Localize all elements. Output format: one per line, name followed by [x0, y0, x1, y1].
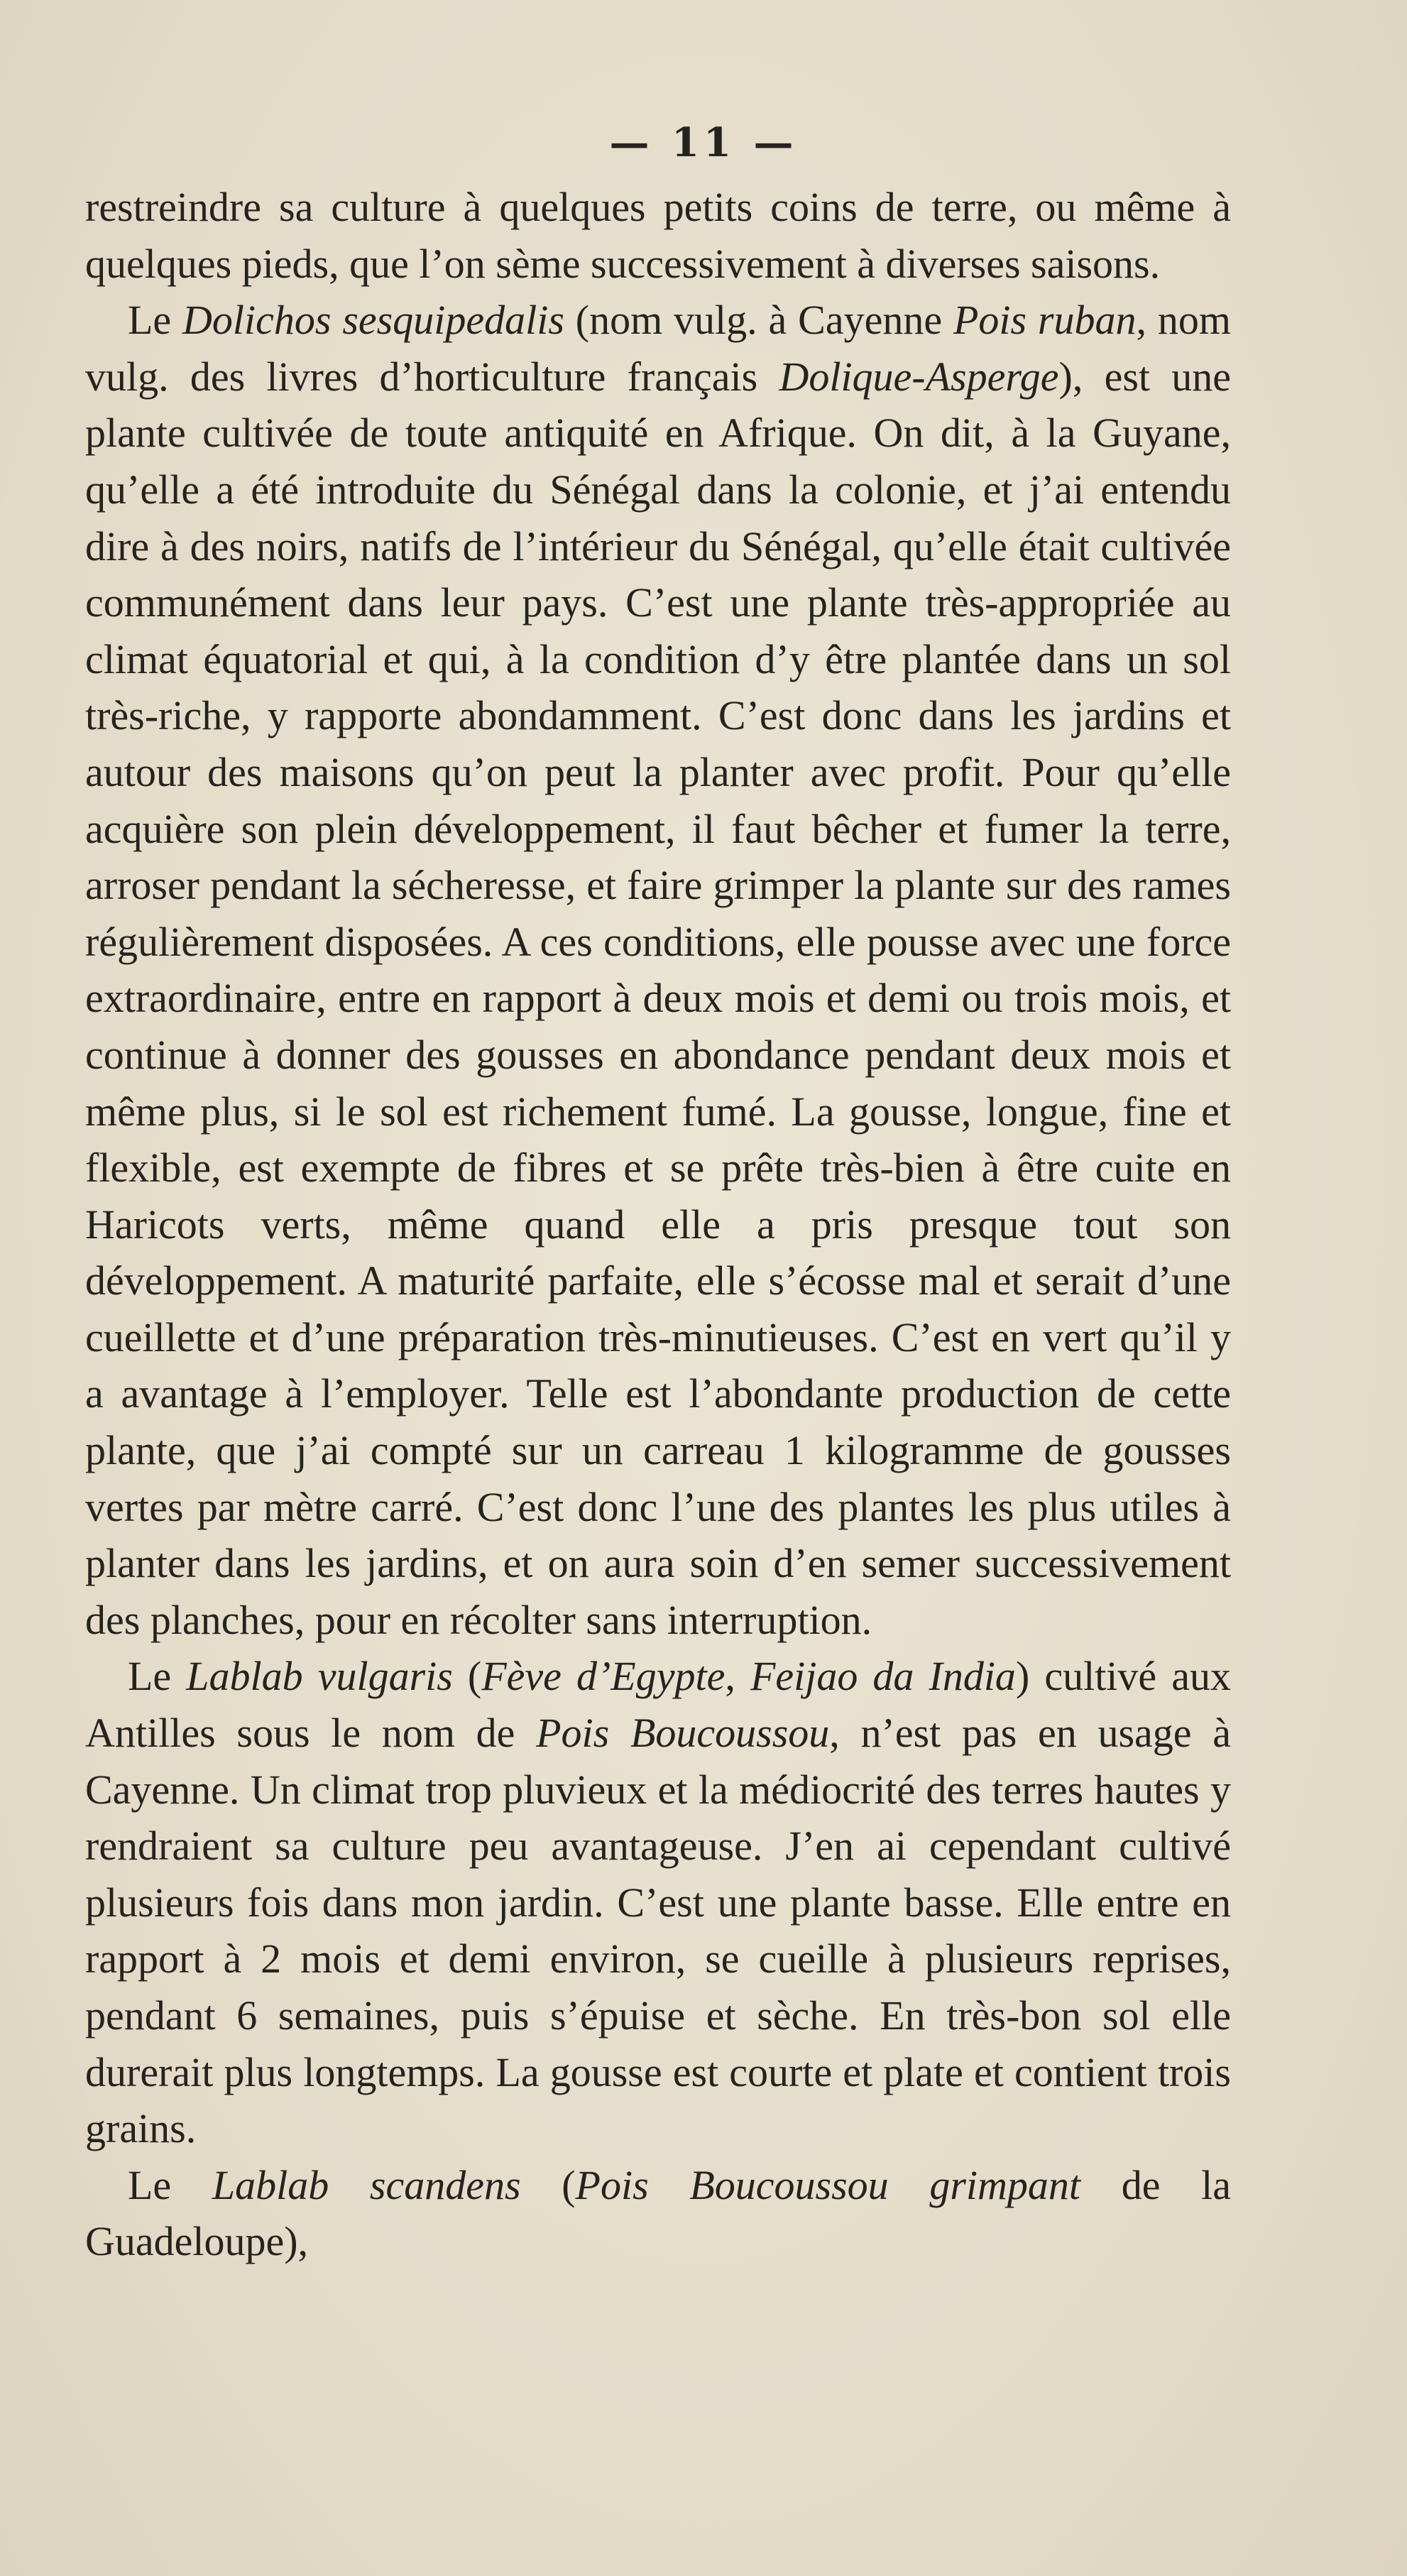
text-segment: , n’est pas en usage à Cayenne. Un climat trop pluvieux et la médiocrité des terres hautes y rendraient sa culture peu avantageuse. J’en ai cependant cultivé plusieurs fois dans mon jardin. C’est une plante basse. Elle entre en rapport à 2 mois et demi environ, se cueille à plusieurs reprises, pendant 6 semaines, puis s’épuise et sèche. En très-bon sol elle durerait plus longtemps. La gousse est courte et plate et contient trois grains. [85, 1710, 1231, 2152]
italic-term: Dolique-Asperge [779, 353, 1059, 400]
text-segment: restreindre sa culture à quelques petits coins de terre, ou même à quelques pieds, que l’on sème successivement à diverses saisons. [85, 184, 1231, 287]
text-segment: de la Guadeloupe), [85, 2161, 1231, 2265]
text-segment: (nom vulg. à Cayenne [564, 297, 953, 344]
italic-term: Feijao da India [750, 1653, 1016, 1700]
text-segment: ), est une plante cultivée de toute antiquité en Afrique. On dit, à la Guyane, qu’elle a été introduite du Sénégal dans la colonie, et j’ai entendu dire à des noirs, natifs de l’intérieur du Sénégal, qu’elle était cultivée communément dans leur pays. C’est une plante très-appropriée au climat équatorial et qui, à la condition d’y être plantée dans un sol très-riche, y rapporte abondamment. C’est donc dans les jardins et autour des maisons qu’on peut la planter avec profit. Pour qu’elle acquière son plein développement, il faut bêcher et fumer la terre, arroser pendant la sécheresse, et faire grimper la plante sur des rames régulièrement disposées. A ces conditions, elle pousse avec une force extraordinaire, entre en rapport à deux mois et demi ou trois mois, et continue à donner des gousses en abondance pendant deux mois et même plus, si le sol est richement fumé. La gousse, longue, fine et flexible, est exempte de fibres et se prête très-bien à être cuite en Haricots verts, même quand elle a pris presque tout son développement. A maturité parfaite, elle s’écosse mal et serait d’une cueillette et d’une préparation très-minutieuses. C’est en vert qu’il y a avantage à l’employer. Telle est l’abondante production de cette plante, que j’ai compté sur un carreau 1 kilogramme de gousses vertes par mètre carré. C’est donc l’une des plantes les plus utiles à planter dans les jardins, et on aura soin d’en semer successivement des planches, pour en récolter sans interruption. [85, 353, 1231, 1643]
italic-term: Pois Boucoussou [536, 1710, 830, 1757]
paragraph-continuation [85, 179, 1231, 292]
text-segment: , [725, 1653, 750, 1700]
text-segment: ( [452, 1653, 482, 1700]
text-segment: Le [128, 2161, 212, 2208]
page-number: — 11 — [609, 119, 798, 166]
text-segment: ( [520, 2161, 576, 2208]
paragraph-dolichos [85, 292, 1231, 1648]
italic-term: Pois ruban [953, 297, 1137, 344]
text-segment: Le [128, 1653, 187, 1700]
paragraph-lablab-vulgaris [85, 1648, 1231, 2156]
body-text [85, 179, 1231, 2270]
italic-term: Fève d’Egypte [481, 1653, 726, 1700]
italic-term: Dolichos sesquipedalis [182, 297, 564, 344]
text-segment: ) cultivé aux Antilles sous le nom de [85, 1653, 1231, 1757]
italic-term: Lablab vulgaris [186, 1653, 453, 1700]
text-segment: Le [128, 297, 183, 344]
italic-term: Pois Boucoussou grimpant [575, 2161, 1081, 2208]
paragraph-lablab-scandens [85, 2157, 1231, 2270]
text-segment: , nom vulg. des livres d’horticulture français [85, 297, 1231, 400]
italic-term: Lablab scandens [212, 2161, 521, 2208]
